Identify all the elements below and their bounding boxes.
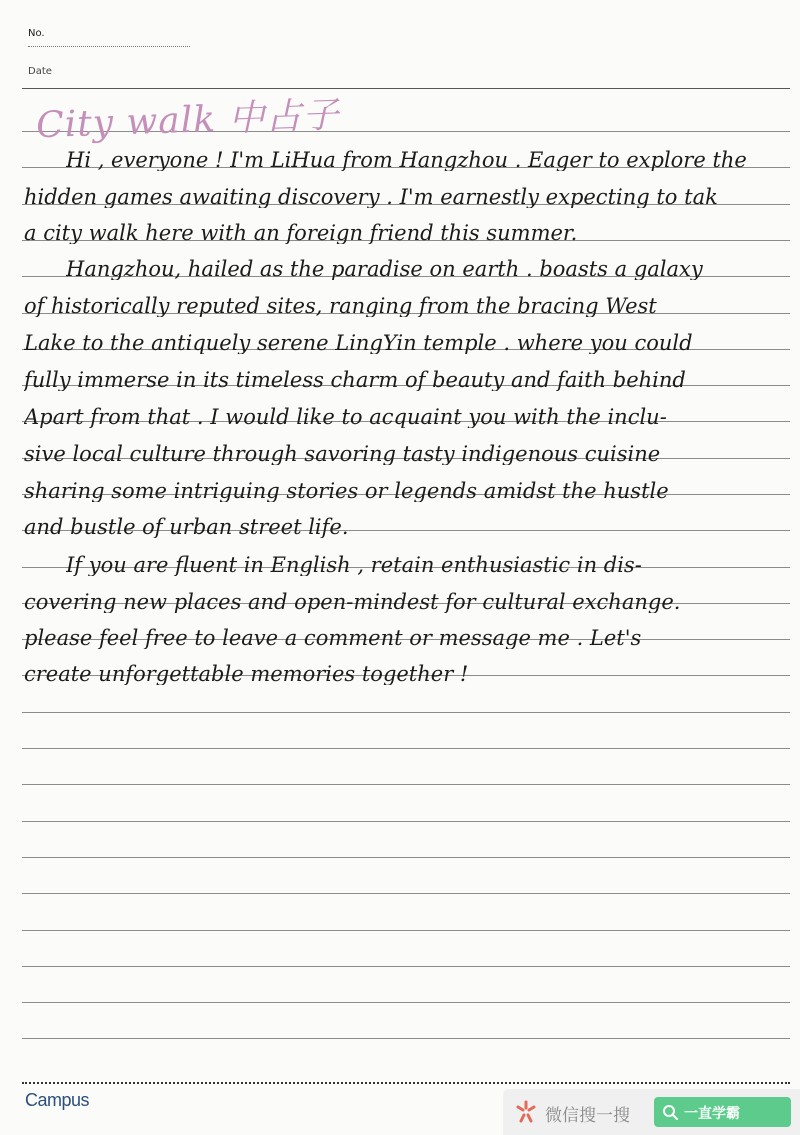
- text-line: Hi , everyone ! I'm LiHua from Hangzhou . Eager to explore the: [66, 150, 747, 171]
- top-rule: [22, 88, 790, 89]
- text-line: If you are fluent in English , retain enthusiastic in dis-: [66, 555, 642, 576]
- ruled-line: [22, 821, 790, 822]
- no-dotted-line: [28, 46, 190, 47]
- bottom-dotted-rule: [22, 1082, 790, 1084]
- ruled-line: [22, 784, 790, 785]
- watermark-text: 微信搜一搜: [545, 1106, 630, 1126]
- essay-title: City walk 中占子: [35, 94, 341, 147]
- text-line: sharing some intriguing stories or legends amidst the hustle: [24, 481, 669, 502]
- ruled-line: [22, 893, 790, 894]
- ruled-line: [22, 1002, 790, 1003]
- text-line: Apart from that . I would like to acquaint you with the inclu-: [24, 407, 667, 428]
- text-line: and bustle of urban street life.: [24, 517, 349, 538]
- ruled-line: [22, 857, 790, 858]
- text-line: hidden games awaiting discovery . I'm earnestly expecting to tak: [24, 187, 718, 208]
- text-line: create unforgettable memories together !: [24, 664, 469, 685]
- text-line: Lake to the antiquely serene LingYin temple . where you could: [24, 333, 693, 354]
- text-line: covering new places and open-mindest for cultural exchange.: [24, 592, 681, 613]
- date-label: Date: [28, 66, 52, 77]
- wechat-search-icon: [513, 1099, 539, 1125]
- ruled-line: [22, 1038, 790, 1039]
- text-line: fully immerse in its timeless charm of beauty and faith behind: [24, 370, 686, 391]
- no-label: No.: [28, 28, 45, 39]
- search-icon: [662, 1104, 678, 1120]
- text-line: of historically reputed sites, ranging from the bracing West: [24, 296, 657, 317]
- text-line: sive local culture through savoring tasty indigenous cuisine: [24, 444, 661, 465]
- text-line: a city walk here with an foreign friend this summer.: [24, 223, 578, 244]
- search-button-label: 一直学霸: [684, 1106, 740, 1122]
- ruled-line: [22, 930, 790, 931]
- ruled-line: [22, 748, 790, 749]
- wechat-search-watermark[interactable]: [503, 1089, 800, 1135]
- campus-logo: Campus: [25, 1090, 90, 1110]
- text-line: please feel free to leave a comment or message me . Let's: [24, 628, 642, 649]
- ruled-line: [22, 712, 790, 713]
- ruled-line: [22, 966, 790, 967]
- search-button[interactable]: [654, 1097, 791, 1127]
- text-line: Hangzhou, hailed as the paradise on earth . boasts a galaxy: [66, 259, 703, 280]
